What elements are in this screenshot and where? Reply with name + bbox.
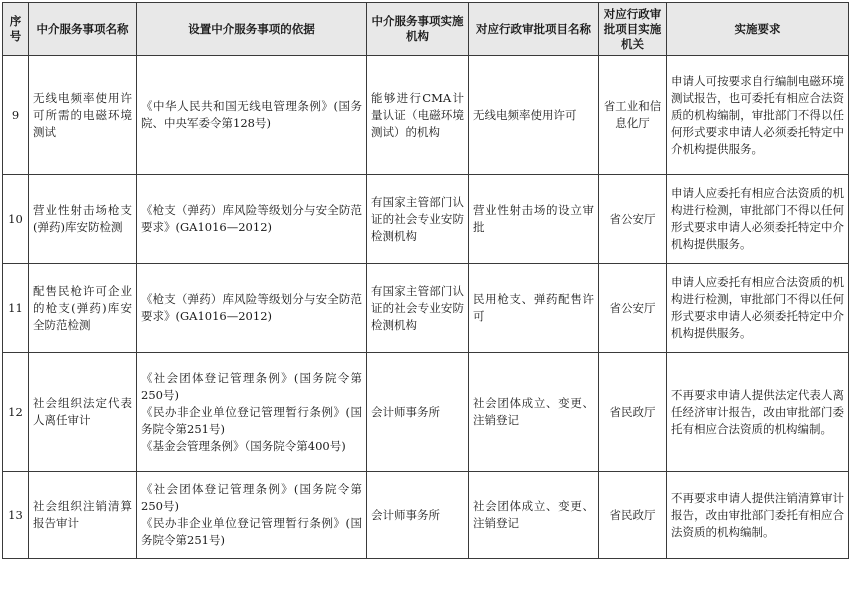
basis-line: 《社会团体登记管理条例》(国务院令第250号) <box>141 482 362 513</box>
row-basis <box>137 175 367 264</box>
header-basis: 设置中介服务事项的依据 <box>137 3 367 56</box>
row-no: 11 <box>3 264 29 353</box>
row-no: 12 <box>3 353 29 472</box>
row-authority: 省民政厅 <box>599 353 667 472</box>
row-org: 有国家主管部门认证的社会专业安防检测机构 <box>367 175 469 264</box>
row-name: 配售民枪许可企业的枪支(弹药)库安全防范检测 <box>29 264 137 353</box>
row-requirement: 不再要求申请人提供法定代表人离任经济审计报告，改由审批部门委托有相应合法资质的机构编制。 <box>667 353 849 472</box>
row-org: 会计师事务所 <box>367 472 469 559</box>
row-approval: 社会团体成立、变更、注销登记 <box>469 353 599 472</box>
header-requirement: 实施要求 <box>667 3 849 56</box>
table-header-row <box>3 3 849 56</box>
row-approval: 营业性射击场的设立审批 <box>469 175 599 264</box>
basis-line: 《民办非企业单位登记管理暂行条例》(国务院令第251号) <box>141 404 362 436</box>
row-authority: 省公安厅 <box>599 175 667 264</box>
row-authority: 省工业和信息化厅 <box>599 56 667 175</box>
row-approval: 无线电频率使用许可 <box>469 56 599 175</box>
table-row <box>3 472 849 559</box>
table-row <box>3 175 849 264</box>
basis-line: 《中华人民共和国无线电管理条例》(国务院、中央军委令第128号) <box>141 99 362 130</box>
row-no: 13 <box>3 472 29 559</box>
row-name: 营业性射击场枪支(弹药)库安防检测 <box>29 175 137 264</box>
table-row <box>3 264 849 353</box>
row-name: 社会组织法定代表人离任审计 <box>29 353 137 472</box>
header-org: 中介服务事项实施机构 <box>367 3 469 56</box>
row-org: 能够进行CMA计量认证（电磁环境测试）的机构 <box>367 56 469 175</box>
header-authority: 对应行政审批项目实施机关 <box>599 3 667 56</box>
header-approval: 对应行政审批项目名称 <box>469 3 599 56</box>
row-no: 10 <box>3 175 29 264</box>
row-requirement: 不再要求申请人提供注销清算审计报告，改由审批部门委托有相应合法资质的机构编制。 <box>667 472 849 559</box>
row-requirement: 申请人应委托有相应合法资质的机构进行检测，审批部门不得以任何形式要求申请人必须委托特定中介机构提供服务。 <box>667 264 849 353</box>
row-requirement: 申请人应委托有相应合法资质的机构进行检测，审批部门不得以任何形式要求申请人必须委托特定中介机构提供服务。 <box>667 175 849 264</box>
basis-line: 《基金会管理条例》（国务院令第400号) <box>141 438 346 453</box>
basis-line: 《民办非企业单位登记管理暂行条例》(国务院令第251号) <box>141 516 362 547</box>
service-items-table <box>2 2 849 559</box>
row-name: 社会组织注销清算报告审计 <box>29 472 137 559</box>
row-org: 会计师事务所 <box>367 353 469 472</box>
row-basis <box>137 353 367 472</box>
header-no: 序号 <box>3 3 29 56</box>
basis-line: 《社会团体登记管理条例》(国务院令第250号) <box>141 370 362 402</box>
row-approval: 社会团体成立、变更、注销登记 <box>469 472 599 559</box>
row-no: 9 <box>3 56 29 175</box>
table-row <box>3 56 849 175</box>
table-row <box>3 353 849 472</box>
basis-line: 《枪支（弹药）库风险等级划分与安全防范要求》(GA1016—2012) <box>141 292 362 323</box>
row-requirement: 申请人可按要求自行编制电磁环境测试报告，也可委托有相应合法资质的机构编制，审批部门不得以任何形式要求申请人必须委托特定中介机构提供服务。 <box>667 56 849 175</box>
row-authority: 省公安厅 <box>599 264 667 353</box>
row-authority: 省民政厅 <box>599 472 667 559</box>
row-name: 无线电频率使用许可所需的电磁环境测试 <box>29 56 137 175</box>
row-org: 有国家主管部门认证的社会专业安防检测机构 <box>367 264 469 353</box>
basis-line: 《枪支（弹药）库风险等级划分与安全防范要求》(GA1016—2012) <box>141 203 362 234</box>
row-basis <box>137 56 367 175</box>
row-approval: 民用枪支、弹药配售许可 <box>469 264 599 353</box>
header-name: 中介服务事项名称 <box>29 3 137 56</box>
row-basis <box>137 264 367 353</box>
row-basis <box>137 472 367 559</box>
